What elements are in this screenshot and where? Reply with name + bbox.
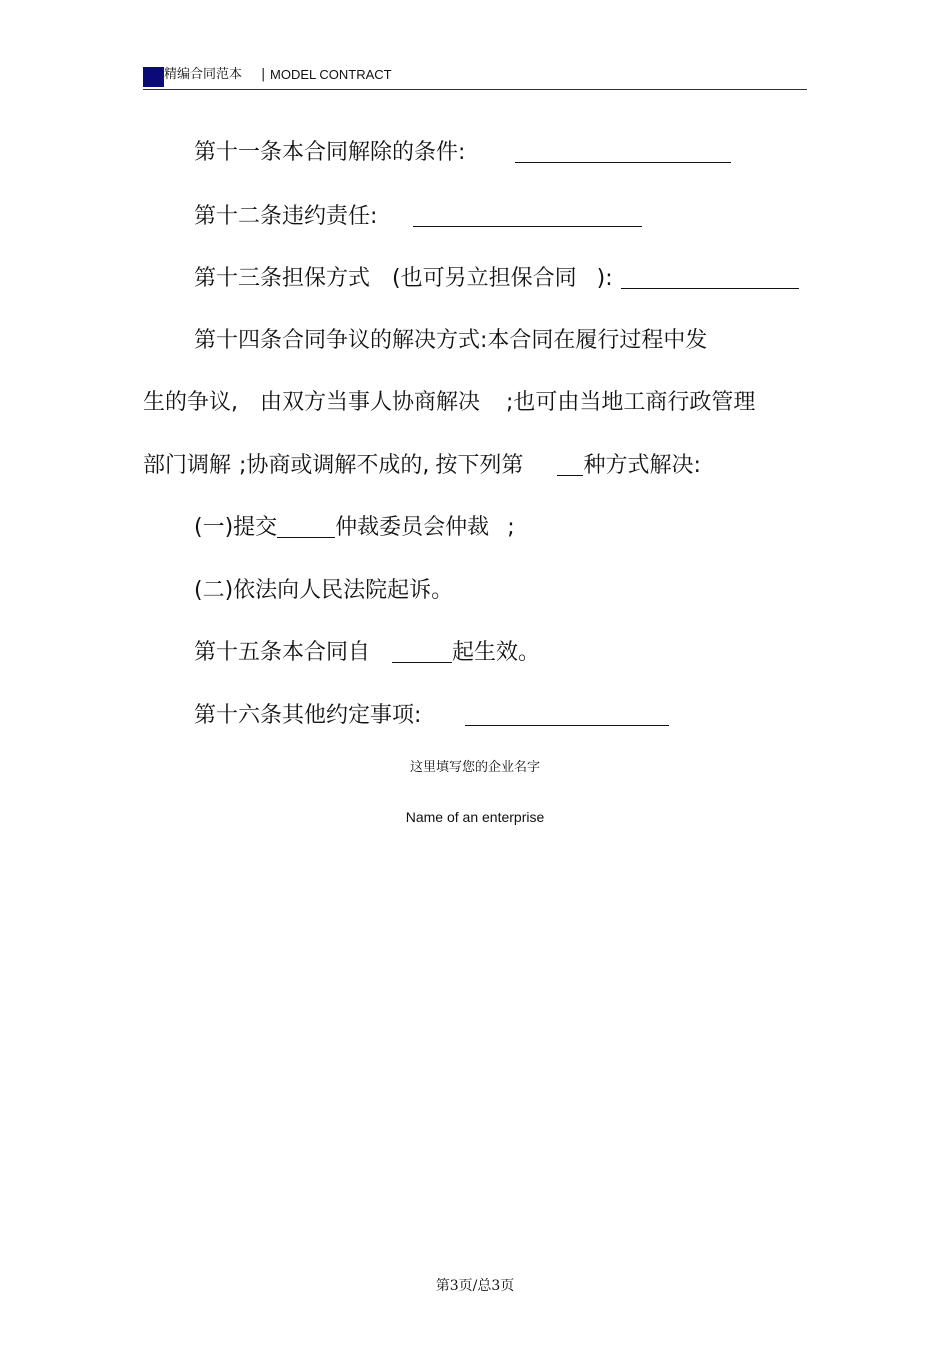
article-14-line-3	[143, 451, 701, 481]
article-14-line-2	[143, 388, 755, 418]
article-14-line-3-part-b: ;协商或调解不成的,	[239, 453, 430, 478]
article-13-line	[194, 264, 799, 294]
article-13-text-b: (也可另立担保合同	[392, 266, 577, 291]
article-14-line-2-part-a: 生的争议,	[143, 390, 238, 415]
article-12-line	[194, 202, 642, 232]
header-title-en: MODEL CONTRACT	[270, 67, 392, 82]
article-14-line-3-part-c: 按下列第	[435, 453, 524, 478]
article-13-text-c: ):	[596, 266, 613, 291]
option-1-line	[194, 513, 515, 543]
article-11-text: 第十一条本合同解除的条件:	[194, 140, 466, 165]
article-16-line	[194, 701, 669, 731]
article-14-line-3-part-d: 种方式解决:	[583, 453, 701, 478]
article-15-text-a: 第十五条本合同自	[194, 640, 371, 665]
option-2-line: (二)依法向人民法院起诉。	[194, 578, 454, 603]
article-15-line	[194, 638, 540, 668]
company-name-en: Name of an enterprise	[405, 809, 545, 825]
article-14-line-2-part-c: ;也可由当地工商行政管理	[506, 390, 756, 415]
header-title-cn: 精编合同范本	[164, 67, 243, 82]
article-11-blank	[515, 138, 731, 163]
article-16-text: 第十六条其他约定事项:	[194, 703, 422, 728]
option-1-text-b: 仲裁委员会仲裁	[335, 515, 490, 540]
article-12-blank	[413, 202, 642, 227]
header-logo-square	[143, 67, 164, 87]
article-11-line	[194, 138, 731, 168]
article-13-text-a: 第十三条担保方式	[194, 266, 371, 291]
page-header	[143, 64, 807, 90]
article-14-line-3-part-a: 部门调解	[143, 453, 232, 478]
option-1-text-a: (一)提交	[194, 515, 278, 540]
header-separator: |	[261, 67, 266, 82]
option-1-blank	[277, 513, 335, 538]
article-16-blank	[465, 701, 669, 726]
article-14-line-2-part-b: 由双方当事人协商解决	[260, 390, 481, 415]
article-14-line-1: 第十四条合同争议的解决方式:本合同在履行过程中发	[194, 328, 708, 353]
article-12-text: 第十二条违约责任:	[194, 204, 378, 229]
article-14-method-blank	[557, 451, 583, 476]
company-name-cn: 这里填写您的企业名字	[409, 760, 540, 775]
option-1-text-c: ;	[507, 515, 515, 540]
page-number: 第3页/总3页	[435, 1278, 515, 1294]
article-13-blank	[621, 264, 799, 289]
article-15-blank	[392, 638, 452, 663]
article-15-text-b: 起生效。	[452, 640, 541, 665]
